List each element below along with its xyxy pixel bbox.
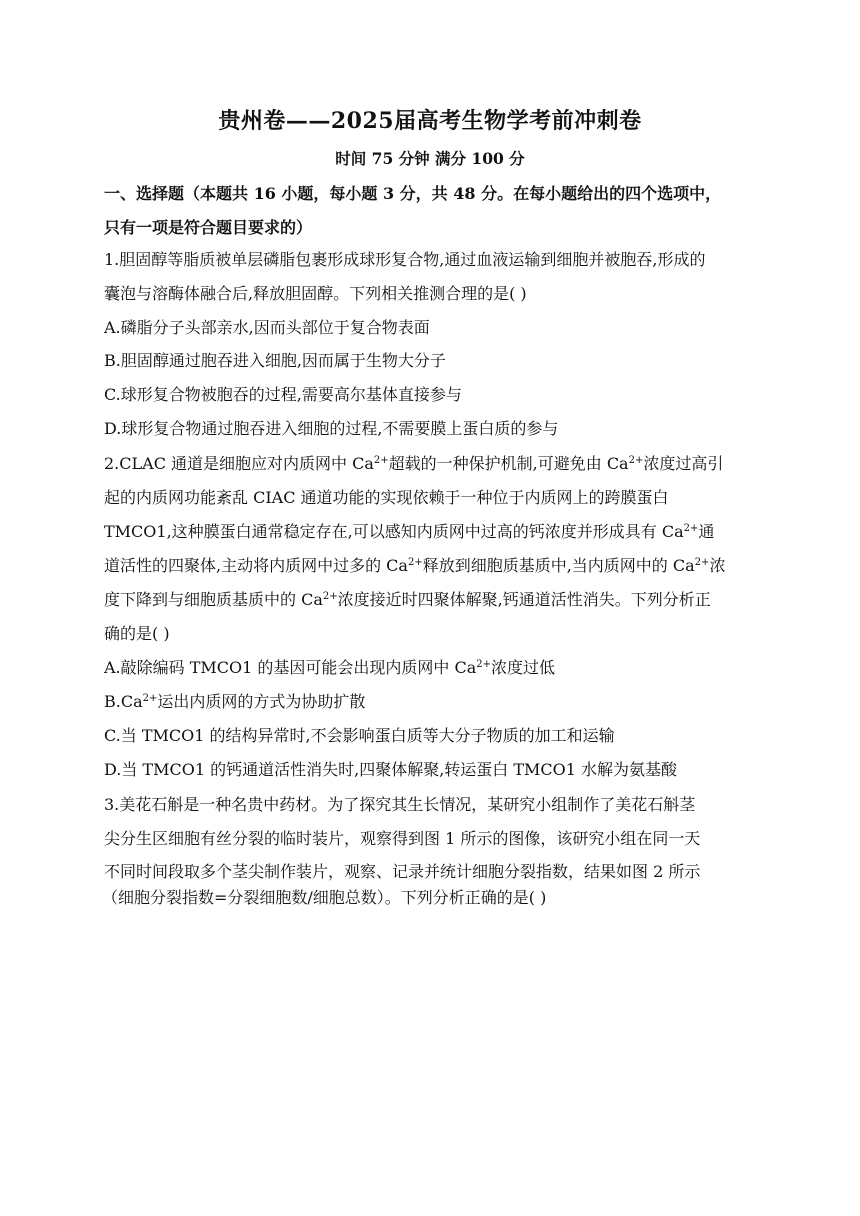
q2-stem-line-6: 确的是( ) — [104, 624, 170, 643]
q2-stem-line-5 — [104, 590, 711, 610]
q3-stem-line-4: （细胞分裂指数=分裂细胞数/细胞总数）。下列分析正确的是( ) — [102, 888, 547, 907]
q2-option-d: D.当 TMCO1 的钙通道活性消失时,四聚体解聚,转运蛋白 TMCO1 水解为氨基酸 — [104, 760, 678, 779]
q2-text: 浓度过低 — [491, 658, 556, 677]
superscript: 2+ — [407, 557, 423, 568]
q3-stem-line-1: 3.美花石斛是一种名贵中药材。为了探究其生长情况，某研究小组制作了美花石斛茎 — [104, 795, 696, 814]
superscript: 2+ — [476, 659, 492, 670]
q2-text: 浓 — [709, 556, 726, 575]
q2-stem-line-4 — [104, 556, 725, 576]
q1-option-a: A.磷脂分子头部亲水,因而头部位于复合物表面 — [104, 318, 430, 337]
q3-stem-line-2: 尖分生区细胞有丝分裂的临时装片，观察得到图 1 所示的图像，该研究小组在同一天 — [104, 829, 701, 848]
superscript: 2+ — [683, 523, 699, 534]
q1-stem-line-2: 囊泡与溶酶体融合后,释放胆固醇。下列相关推测合理的是( ) — [104, 284, 527, 303]
q2-text: 道活性的四聚体,主动将内质网中过多的 Ca — [104, 556, 408, 575]
superscript: 2+ — [628, 455, 644, 466]
q2-option-c: C.当 TMCO1 的结构异常时,不会影响蛋白质等大分子物质的加工和运输 — [104, 726, 615, 745]
section-heading-line-1: 一、选择题（本题共 16 小题，每小题 3 分，共 48 分。在每小题给出的四个选项中， — [104, 184, 722, 203]
superscript: 2+ — [694, 557, 710, 568]
q2-option-a — [104, 658, 555, 678]
q2-text: 通 — [698, 522, 715, 541]
q2-text: 度下降到与细胞质基质中的 Ca — [104, 590, 323, 609]
q2-text: B.Ca — [104, 692, 143, 711]
q2-text: TMCO1,这种膜蛋白通常稳定存在,可以感知内质网中过高的钙浓度并形成具有 Ca — [104, 522, 684, 541]
q2-stem-line-2: 起的内质网功能紊乱 CIAC 通道功能的实现依赖于一种位于内质网上的跨膜蛋白 — [104, 488, 669, 507]
q2-text: 浓度接近时四聚体解聚,钙通道活性消失。下列分析正 — [337, 590, 711, 609]
q1-option-c: C.球形复合物被胞吞的过程,需要高尔基体直接参与 — [104, 385, 462, 404]
q2-text: 运出内质网的方式为协助扩散 — [157, 692, 366, 711]
exam-time-score: 时间 75 分钟 满分 100 分 — [335, 149, 525, 168]
superscript: 2+ — [373, 455, 389, 466]
q2-text: 超载的一种保护机制,可避免由 Ca — [388, 454, 629, 473]
q1-stem-line-1: 1.胆固醇等脂质被单层磷脂包裹形成球形复合物,通过血液运输到细胞并被胞吞,形成的 — [104, 250, 706, 269]
q1-option-b: B.胆固醇通过胞吞进入细胞,因而属于生物大分子 — [104, 351, 446, 370]
superscript: 2+ — [322, 591, 338, 602]
q1-option-d: D.球形复合物通过胞吞进入细胞的过程,不需要膜上蛋白质的参与 — [104, 419, 559, 438]
section-heading-line-2: 只有一项是符合题目要求的） — [104, 218, 313, 237]
q2-text: 释放到细胞质基质中,当内质网中的 Ca — [422, 556, 695, 575]
q2-stem-line-3 — [104, 522, 714, 542]
q2-option-b — [104, 692, 365, 712]
q3-stem-line-3: 不同时间段取多个茎尖制作装片，观察、记录并统计细胞分裂指数，结果如图 2 所示 — [104, 862, 701, 881]
q2-text: 2.CLAC 通道是细胞应对内质网中 Ca — [104, 454, 374, 473]
page-title: 贵州卷——2025届高考生物学考前冲刺卷 — [218, 108, 642, 134]
superscript: 2+ — [142, 693, 158, 704]
q2-stem-line-1 — [104, 454, 723, 474]
q2-text: 浓度过高引 — [643, 454, 724, 473]
q2-text: A.敲除编码 TMCO1 的基因可能会出现内质网中 Ca — [104, 658, 477, 677]
